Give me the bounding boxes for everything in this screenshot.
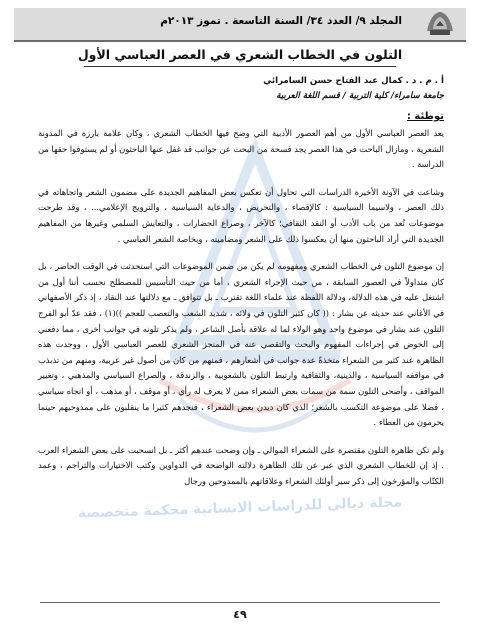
title-underline — [84, 66, 396, 67]
body-paragraph: وشاعت في الآونة الأخيرة الدراسات التي تحاول أن تعكس بعض المفاهيم الجديدة على مضمون الشعر واتجاهاته في ذلك العصر ، ولاسيما السياسية : كالإقصاء ، والتحريض ، والدعاية السياسية ، والترويج الإعلامي... ، وقد طرحت موضوعات تُعد من باب الأدب أو النقد الثقافي؛ كالآخر ، وصراع الحضارات ، والتعايش السلمي وغيرها من المفاهيم الجديدة التي أراد الباحثون منها أن يعكسوا ذلك على الشعر ومضامينه ، وبخاصة الشعر العباسي . — [38, 186, 444, 244]
body-paragraph: ولم تكن ظاهرة التلون مقتصرة على الشعراء الموالي ـ وإن وضحت عندهم أكثر ـ بل انسحبت على بعض الشعراء العرب . إذ إن للخطاب الشعري الذي عبر عن تلك الظاهرة دلالته الواضحة في الدواوين وكتب الاختيارات والتراجم ، وعمد الكتّاب والمؤرخون إلى ذكر سير أولئك الشعراء وعلاقاتهم بالممدوحين ورجال — [38, 444, 444, 486]
author-affiliation: جامعة سامراء/ كلية التربية / قسم اللغة العربية — [276, 91, 444, 101]
author-name: أ . م . د . كمال عبد الفتاح حسن السامرائي — [263, 76, 444, 86]
journal-issue-info: المجلد ٩/ العدد ٣٤/ السنة التاسعة . تموز ٢٠١٣م — [160, 15, 402, 27]
article-body — [38, 126, 444, 501]
body-paragraph: إن موضوع التلون في الخطاب الشعري ومفهومه لم يكن من ضمن الموضوعات التي استحدثت في الوقت الحاضر ، بل كان متداولاً في العصور السابقة ، من حيث الإجراء الشعري ، أما من حيث التأسيس للمصطلح نحسب أننا أول من اشتغل عليه في هذه الدلالة، ودلالة اللفظة عند علماء اللغة تقترب ـ بل تتوافق ـ مع دلالتها عند النقاد ، إذ ذكر الأصفهاني في الأغاني عند حديثه عن بشار : (( كان كثير التلون في ولائه ، شديد الشعب والتعصب للعجم ))(١) ، فقد عدّ أبو الفرج التلون عند بشار في موضوع واحد وهو الولاء لما له علاقة بأصل الشاعر ، ولم يذكر تلونه في جوانب أخرى ، مما دفعني إلى الخوض في إجراءات المفهوم والبحث والتقصي عنه في المنجز الشعري للعصر العباسي الأول ، ووجدت هذه الظاهرة عند كثير من الشعراء متخذةً عدة جوانب في أشعارهم ، فمنهم من كان من أصول غير عربية، ومنهم من تذبذب في مواقفه السياسية ، والدينية، والثقافية وارتبط التلون بالشعوبية ، والزندقة ، والصراع السياسي والمذهبي ، وتغيير المواقف ، وأضحى التلون سمة من سمات بعض الشعراء ممن لا يعرف له رأي ، أو موقف ، أو مذهب ، أو اتجاه سياسي ، فضلا على موضوعة التكسب بالشعر؛ الذي كان ديدن بعض الشعراء ، فنجدهم كثيرا ما ينقلبون على ممدوحيهم حينما يحرمون من العطاء . — [38, 261, 444, 428]
section-heading-introduction: توطئة : — [406, 111, 444, 122]
journal-header — [14, 8, 466, 42]
article-title: التلون في الخطاب الشعري في العصر العباسي الأول — [77, 47, 403, 62]
footer-rule — [40, 602, 440, 603]
watermark-journal-name: مجلة ديالى للدراسات الانسانية محكمة متخصصة — [77, 494, 403, 522]
journal-seal-icon — [424, 9, 456, 38]
body-paragraph: يعد العصر العباسي الأول من أهم العصور الأدبية التي وضح فيها الخطاب الشعري ، وكان علامة بارزة في المدونة الشعرية ، ومازال الباحث في هذا العصر يجد فسحة من البحث عن جوانب قد غفل عنها الباحثون أو لم يستوفوا حقها من الدراسة . — [38, 128, 444, 170]
page-number: ٤٩ — [233, 608, 247, 621]
